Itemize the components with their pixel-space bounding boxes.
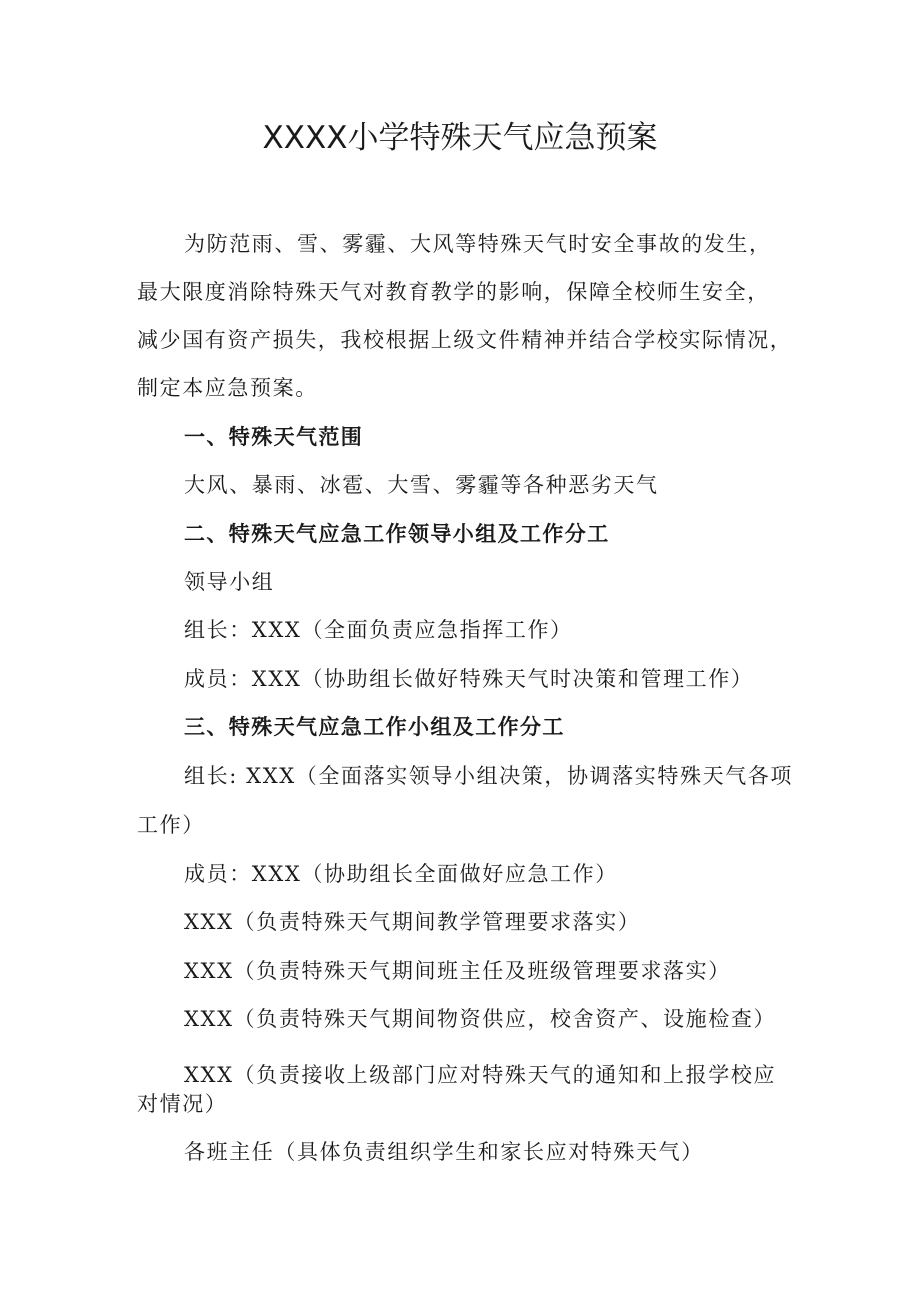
- section-3-duty-1: XXX（负责特殊天气期间教学管理要求落实）: [184, 910, 641, 934]
- document-title: XXXX小学特殊天气应急预案: [262, 120, 658, 156]
- section-3-member: 成员：XXX（协助组长全面做好应急工作）: [184, 862, 618, 886]
- intro-line-4: 制定本应急预案。: [137, 376, 318, 400]
- section-3-duty-4-line-1: XXX（负责接收上级部门应对特殊天气的通知和上报学校应: [184, 1063, 777, 1087]
- section-3-duty-4-line-2: 对情况）: [137, 1092, 228, 1116]
- section-3-duty-2: XXX（负责特殊天气期间班主任及班级管理要求落实）: [184, 959, 731, 983]
- section-3-class-teachers: 各班主任（具体负责组织学生和家长应对特殊天气）: [184, 1140, 704, 1164]
- section-1-body: 大风、暴雨、冰雹、大雪、雾霾等各种恶劣天气: [184, 473, 659, 497]
- section-3-heading: 三、特殊天气应急工作小组及工作分工: [184, 715, 565, 739]
- section-3-duty-3: XXX（负责特殊天气期间物资供应，校舍资产、设施检查）: [184, 1007, 777, 1031]
- section-2-member: 成员：XXX（协助组长做好特殊天气时决策和管理工作）: [184, 667, 754, 691]
- section-2-leader: 组长：XXX（全面负责应急指挥工作）: [184, 618, 573, 642]
- section-1-heading: 一、特殊天气范围: [184, 425, 364, 449]
- intro-line-1: 为防范雨、雪、雾霾、大风等特殊天气时安全事故的发生，: [184, 232, 772, 256]
- section-2-group-label: 领导小组: [184, 570, 275, 594]
- section-2-heading: 二、特殊天气应急工作领导小组及工作分工: [184, 522, 610, 546]
- section-3-leader-line-2: 工作）: [137, 813, 205, 837]
- intro-line-2: 最大限度消除特殊天气对教育教学的影响，保障全校师生安全，: [137, 280, 770, 304]
- intro-line-3: 减少国有资产损失，我校根据上级文件精神并结合学校实际情况，: [137, 328, 793, 352]
- section-3-leader-line-1: 组长: XXX（全面落实领导小组决策，协调落实特殊天气各项: [184, 764, 793, 788]
